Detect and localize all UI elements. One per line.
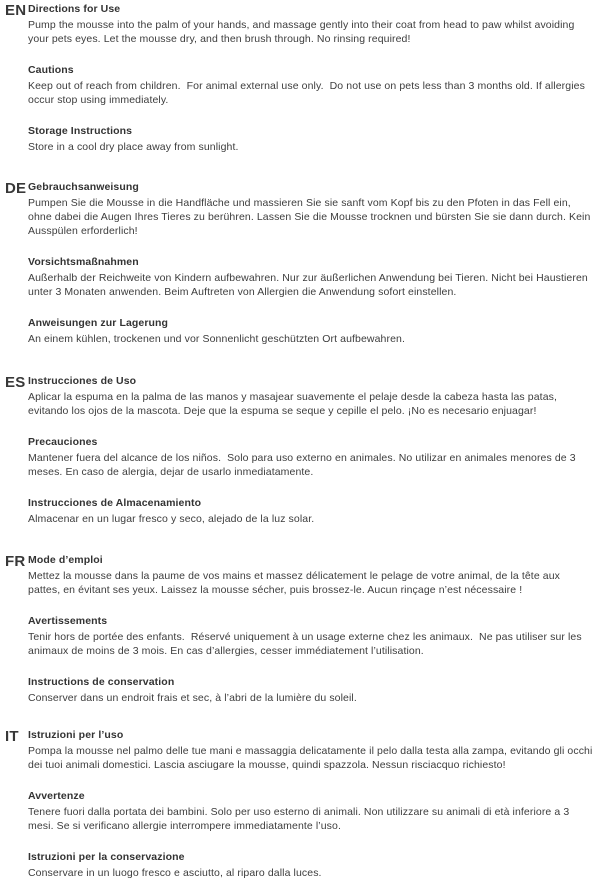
block-body: Mettez la mousse dans la paume de vos mains et massez délicatement le pelage de votre animal, de la tête aux pattes, en évitant ses yeux. Laissez la mousse sécher, puis brossez-le. Aucun rinçage n’est nécessaire ! xyxy=(28,570,564,596)
block-heading: Vorsichtsmaßnahmen xyxy=(28,256,139,268)
section-content-es xyxy=(28,374,606,526)
block-body: Pompa la mousse nel palmo delle tue mani e massaggia delicatamente il pelo dalla testa alla zampa, evitando gli occhi dei tuoi animali domestici. Lascia asciugare la mousse, quindi spazzola. Nessun risciacquo richiesto! xyxy=(28,745,596,771)
block-heading: Storage Instructions xyxy=(28,125,133,137)
block-heading: Avvertenze xyxy=(28,790,85,802)
storage-block xyxy=(28,675,595,705)
block-heading: Istruzioni per la conservazione xyxy=(28,851,185,863)
directions-block xyxy=(28,553,595,597)
language-section-fr xyxy=(0,553,606,705)
storage-block xyxy=(28,124,595,154)
block-body: Keep out of reach from children. For animal external use only. Do not use on pets less than 3 months old. If allergies occur stop using immediately. xyxy=(28,80,588,106)
block-heading: Anweisungen zur Lagerung xyxy=(28,317,169,329)
block-body: Mantener fuera del alcance de los niños. Solo para uso externo en animales. No utilizar en animales menores de 3 meses. En caso de alergia, dejar de usarlo inmediatamente. xyxy=(28,452,579,478)
cautions-block xyxy=(28,614,595,658)
block-heading: Instructions de conservation xyxy=(28,676,175,688)
block-body: Tenere fuori dalla portata dei bambini. Solo per uso esterno di animali. Non utilizzare su animali di età inferiore a 3 mesi. Se si verificano allergie interrompere immediatamente l’uso. xyxy=(28,806,573,832)
storage-block xyxy=(28,496,595,526)
block-body: Pumpen Sie die Mousse in die Handfläche und massieren Sie sie sanft vom Kopf bis zu den Pfoten in das Fell ein, ohne dabei die Augen Ihres Tieres zu berühren. Lassen Sie die Mousse trocknen und bürsten Sie sie dann durch. Kein Ausspülen erforderlich! xyxy=(28,197,593,237)
language-code-es: ES xyxy=(5,374,26,391)
language-section-de xyxy=(0,180,606,346)
section-content-de xyxy=(28,180,606,346)
block-body: An einem kühlen, trockenen und vor Sonnenlicht geschützten Ort aufbewahren. xyxy=(28,333,405,345)
block-body: Store in a cool dry place away from sunlight. xyxy=(28,141,239,153)
language-code-it: IT xyxy=(5,728,19,745)
block-heading: Mode d’emploi xyxy=(28,554,103,566)
language-code-en: EN xyxy=(5,2,27,19)
block-body: Pump the mousse into the palm of your hands, and massage gently into their coat from head to paw whilst avoiding your pets eyes. Let the mousse dry, and then brush through. No rinsing required! xyxy=(28,19,578,45)
block-body: Conservare in un luogo fresco e asciutto, al riparo dalla luces. xyxy=(28,867,322,879)
block-heading: Instrucciones de Uso xyxy=(28,375,137,387)
directions-block xyxy=(28,180,595,238)
block-heading: Gebrauchsanweisung xyxy=(28,181,139,193)
block-body: Außerhalb der Reichweite von Kindern aufbewahren. Nur zur äußerlichen Anwendung bei Tieren. Nicht bei Haustieren unter 3 Monaten anwenden. Beim Auftreten von Allergien die Anwendung sofort einstellen. xyxy=(28,272,591,298)
block-heading: Cautions xyxy=(28,64,74,76)
block-body: Conserver dans un endroit frais et sec, à l’abri de la lumière du soleil. xyxy=(28,692,357,704)
section-content-en xyxy=(28,2,606,154)
storage-block xyxy=(28,850,595,879)
cautions-block xyxy=(28,255,595,299)
cautions-block xyxy=(28,789,595,833)
section-content-fr xyxy=(28,553,606,705)
block-body: Aplicar la espuma en la palma de las manos y masajear suavemente el pelaje desde la cabeza hasta las patas, evitando los ojos de la mascota. Deje que la espuma se seque y cepille el pelo. ¡No es necesario enjuagar! xyxy=(28,391,561,417)
language-section-en xyxy=(0,2,606,154)
language-section-es xyxy=(0,374,606,526)
block-heading: Instrucciones de Almacenamiento xyxy=(28,497,202,509)
directions-block xyxy=(28,2,595,46)
storage-block xyxy=(28,316,595,346)
block-body: Almacenar en un lugar fresco y seco, alejado de la luz solar. xyxy=(28,513,315,525)
language-code-fr: FR xyxy=(5,553,26,570)
block-body: Tenir hors de portée des enfants. Réservé uniquement à un usage externe chez les animaux. Ne pas utiliser sur les animaux de moins de 3 mois. En cas d’allergies, cesser immédiatement l’utilisation. xyxy=(28,631,585,657)
cautions-block xyxy=(28,435,595,479)
language-code-de: DE xyxy=(5,180,27,197)
block-heading: Directions for Use xyxy=(28,3,121,15)
directions-block xyxy=(28,728,595,772)
directions-block xyxy=(28,374,595,418)
language-section-it xyxy=(0,728,606,879)
section-content-it xyxy=(28,728,606,879)
cautions-block xyxy=(28,63,595,107)
block-heading: Precauciones xyxy=(28,436,98,448)
block-heading: Istruzioni per l’uso xyxy=(28,729,124,741)
block-heading: Avertissements xyxy=(28,615,108,627)
